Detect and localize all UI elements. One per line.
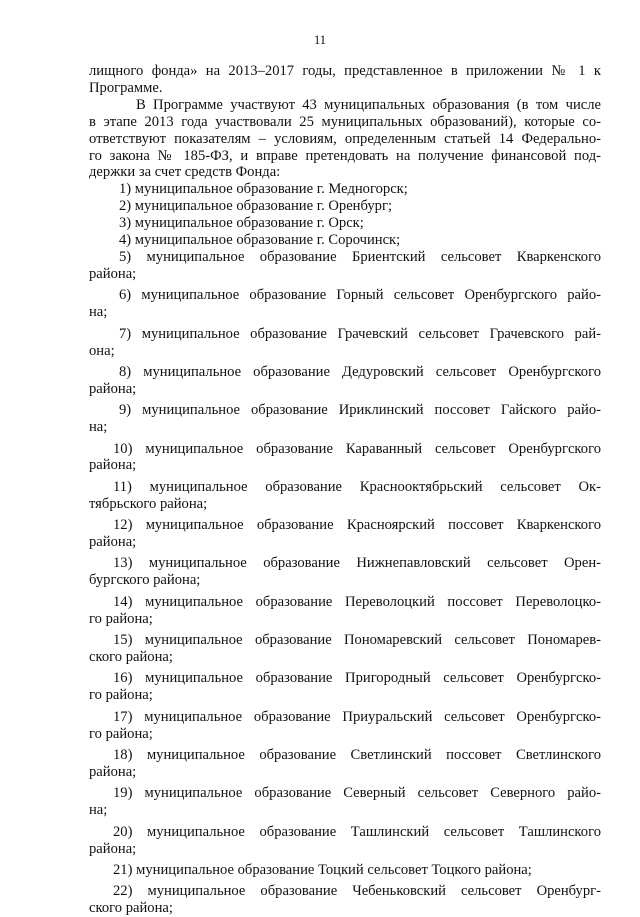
- text-line: 19) муниципальное образование Северный сельсовет Северного райо-: [113, 785, 601, 802]
- text-line: 15) муниципальное образование Пономаревский сельсовет Пономарев-: [113, 632, 601, 649]
- text-line: 22) муниципальное образование Чебеньковский сельсовет Оренбург-: [113, 883, 601, 900]
- text-line: 6) муниципальное образование Горный сельсовет Оренбургского райо-: [119, 287, 601, 304]
- text-line: 18) муниципальное образование Светлинский поссовет Светлинского: [113, 747, 601, 764]
- text-line: ского района;: [89, 649, 173, 665]
- text-line: лищного фонда» на 2013–2017 годы, представленное в приложении № 1 к: [89, 63, 601, 79]
- text-line: на;: [89, 802, 108, 819]
- text-line: го закона № 185-ФЗ, и вправе претендовать на получение финансовой под-: [89, 147, 601, 164]
- text-line: 5) муниципальное образование Бриентский сельсовет Кваркенского: [119, 248, 601, 265]
- text-line: 13) муниципальное образование Нижнепавловский сельсовет Орен-: [113, 555, 601, 572]
- text-line: 20) муниципальное образование Ташлинский сельсовет Ташлинского: [113, 823, 601, 840]
- text-line: 16) муниципальное образование Пригородный сельсовет Оренбургско-: [113, 670, 601, 687]
- text-line: го района;: [89, 687, 153, 704]
- text-line: В Программе участвуют 43 муниципальных образования (в том числе: [136, 96, 601, 113]
- text-line: 9) муниципальное образование Ириклинский поссовет Гайского райо-: [119, 402, 601, 419]
- text-line: 3) муниципальное образование г. Орск;: [119, 215, 364, 232]
- text-line: 17) муниципальное образование Приуральский сельсовет Оренбургско-: [113, 708, 601, 725]
- text-line: района;: [89, 380, 137, 397]
- text-line: 10) муниципальное образование Караванный сельсовет Оренбургского: [113, 440, 601, 457]
- text-line: 14) муниципальное образование Переволоцкий поссовет Переволоцко-: [113, 593, 601, 610]
- text-line: на;: [89, 419, 108, 436]
- text-line: ответствуют показателям – условиям, определенным статьей 14 Федерально-: [89, 130, 601, 147]
- text-line: Программе.: [89, 79, 163, 96]
- text-line: 8) муниципальное образование Дедуровский сельсовет Оренбургского: [119, 363, 601, 380]
- text-line: района;: [89, 534, 137, 551]
- text-line: района;: [89, 457, 137, 474]
- text-line: 12) муниципальное образование Красноярский поссовет Кваркенского: [113, 517, 601, 534]
- text-line: тябрьского района;: [89, 495, 208, 512]
- text-line: на;: [89, 304, 108, 321]
- text-line: 1) муниципальное образование г. Медногорск;: [119, 181, 408, 198]
- text-line: района;: [89, 763, 137, 780]
- text-line: бургского района;: [89, 572, 201, 589]
- page-number: 11: [313, 33, 327, 47]
- text-line: 4) муниципальное образование г. Сорочинск;: [119, 232, 401, 249]
- text-line: 21) муниципальное образование Тоцкий сельсовет Тоцкого района;: [113, 861, 532, 878]
- text-line: ского района;: [89, 900, 173, 917]
- text-line: она;: [89, 342, 115, 359]
- text-line: района;: [89, 265, 137, 282]
- text-line: го района;: [89, 610, 153, 627]
- text-line: держки за счет средств Фонда:: [89, 164, 281, 181]
- text-line: 2) муниципальное образование г. Оренбург;: [119, 198, 392, 215]
- text-line: 7) муниципальное образование Грачевский сельсовет Грачевского рай-: [119, 325, 601, 342]
- text-line: го района;: [89, 725, 153, 742]
- text-line: в этапе 2013 года участвовали 25 муниципальных образований), которые со-: [89, 113, 601, 130]
- text-line: района;: [89, 840, 137, 857]
- text-line: 11) муниципальное образование Краснооктябрьский сельсовет Ок-: [113, 478, 601, 495]
- document-body: [89, 63, 601, 917]
